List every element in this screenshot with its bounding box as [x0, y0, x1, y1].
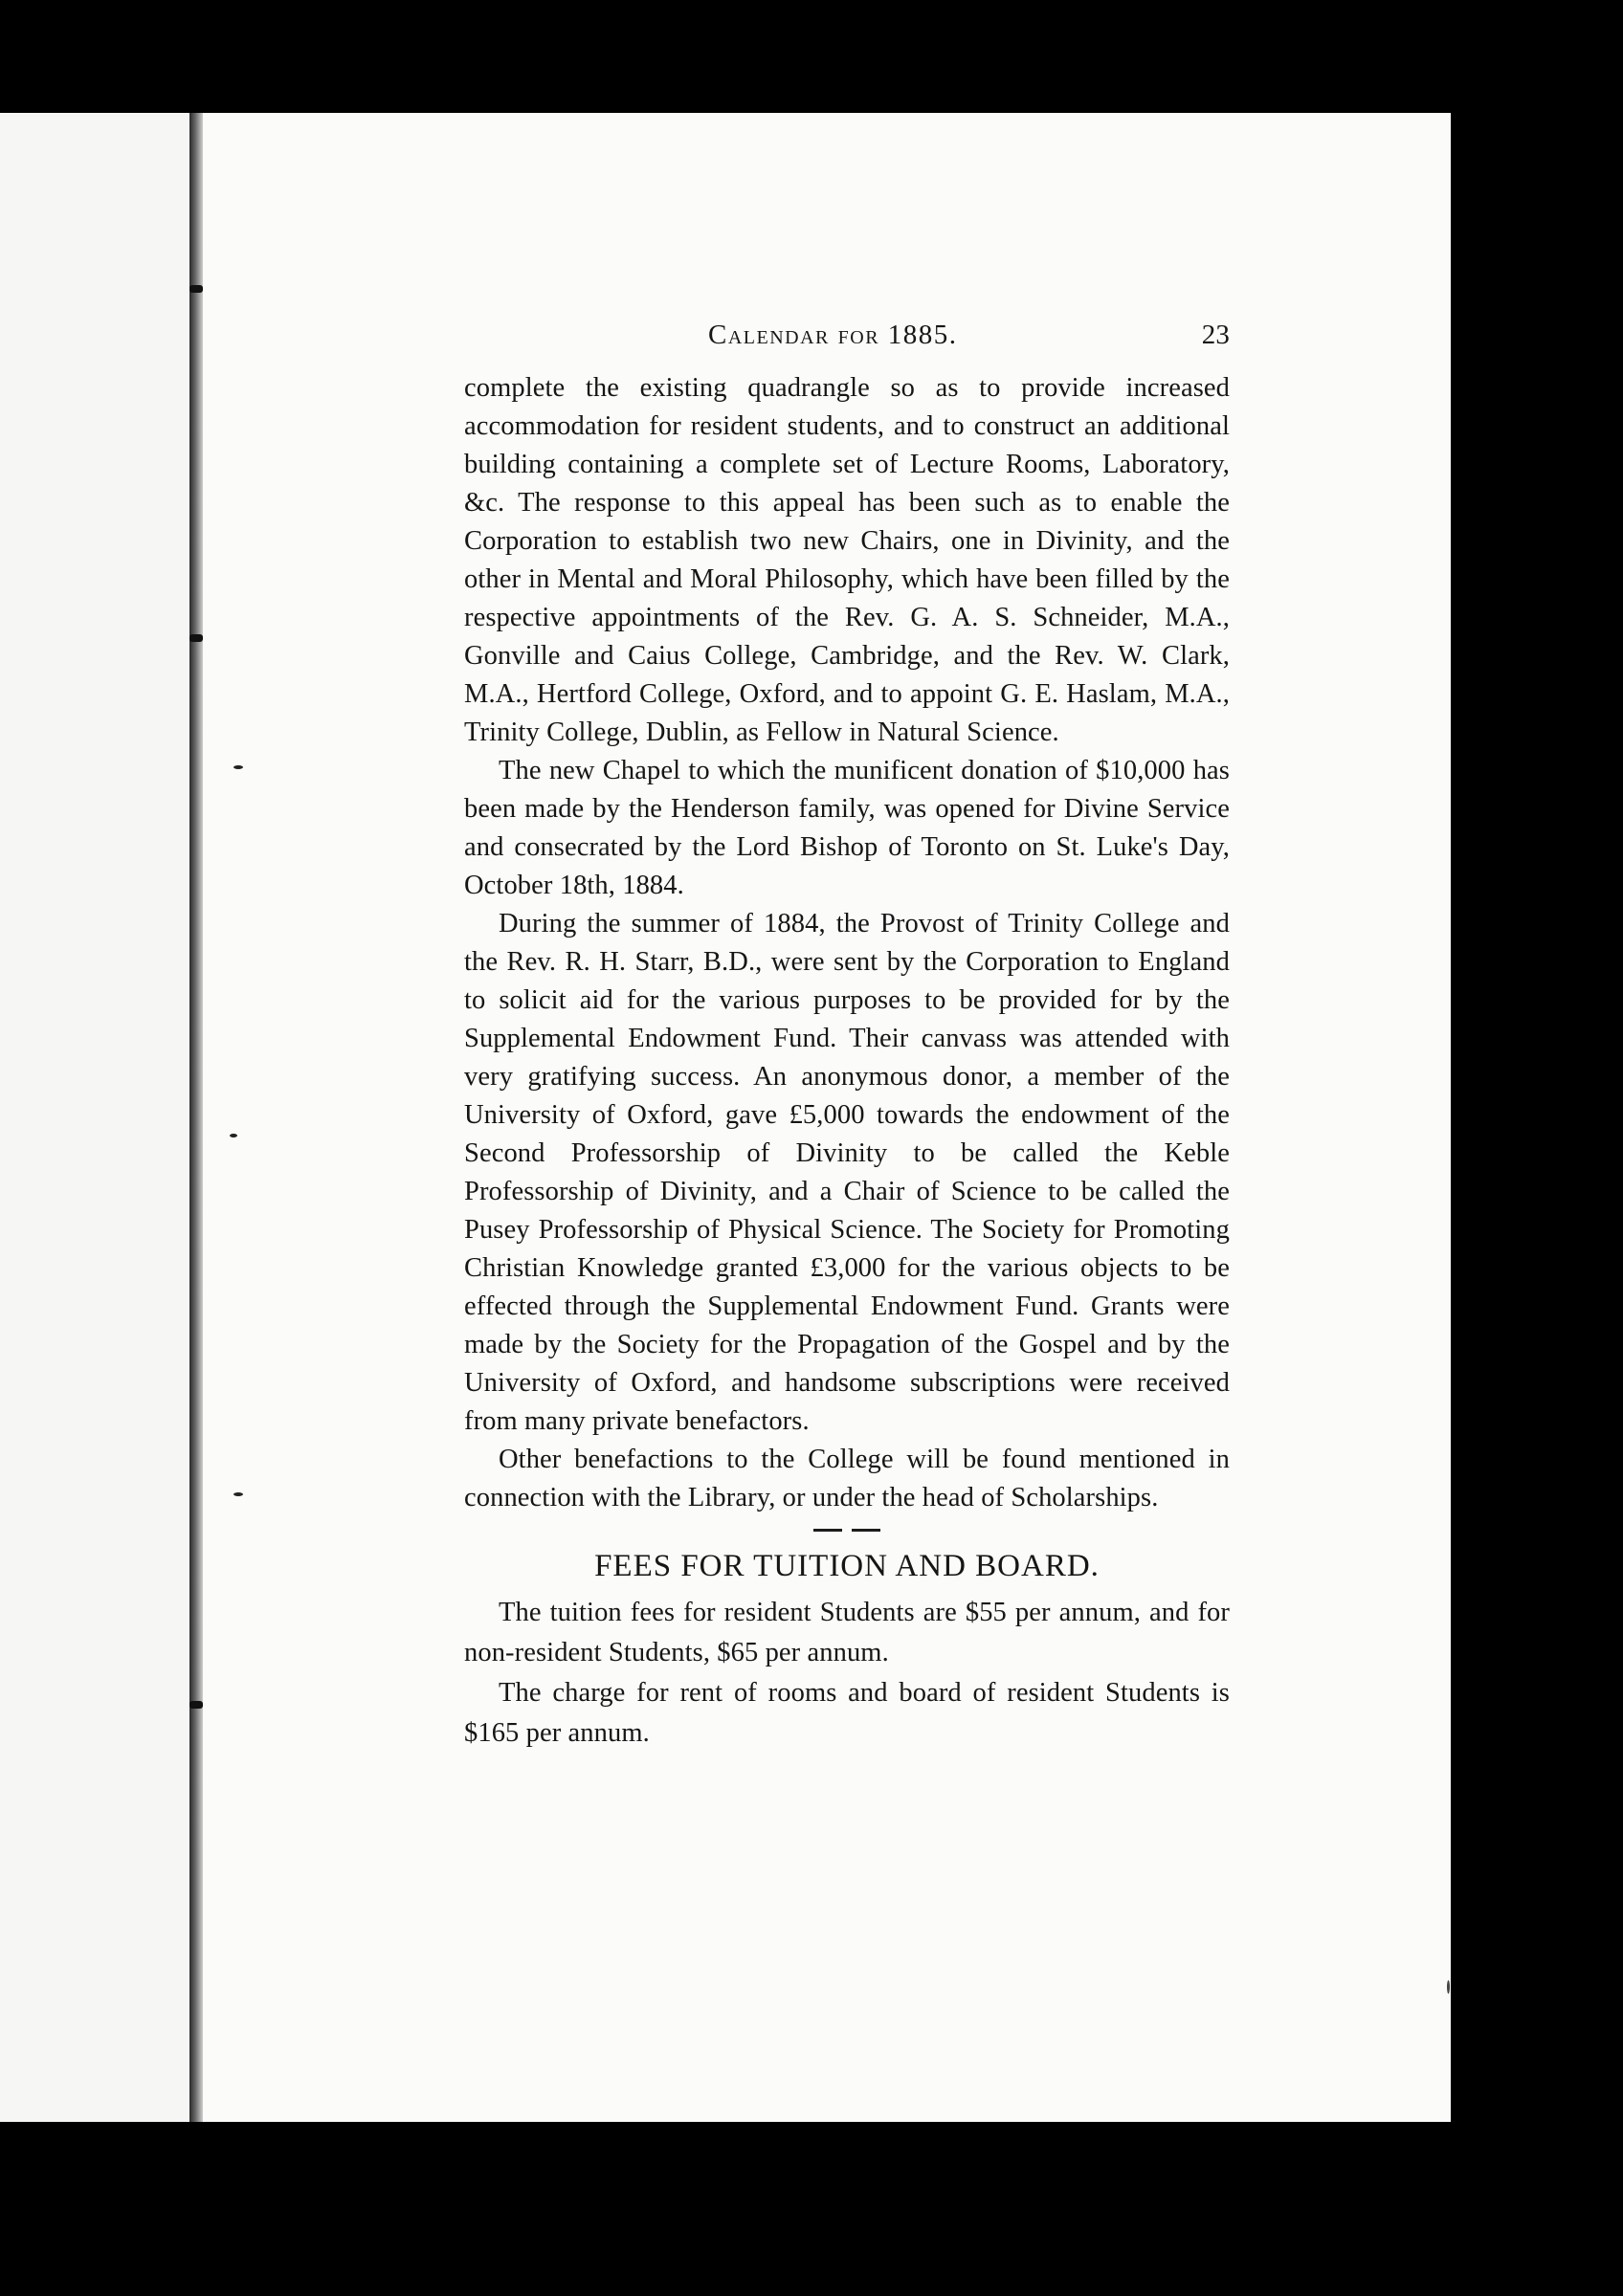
- page-number: 23: [1201, 320, 1230, 350]
- ink-speck: [233, 765, 243, 769]
- fees-paragraph: The tuition fees for resident Students are $55 per annum, and for non-resident Students, $65 per annum.: [464, 1598, 1230, 1667]
- page-mark: [1447, 1980, 1450, 1994]
- page-gutter: [189, 113, 203, 2122]
- body-paragraph: The new Chapel to which the munificent donation of $10,000 has been made by the Henderson family, was opened for Divine Service and consecrated by the Lord Bishop of Toronto on St. Luke's Day, October 18th, 1884.: [464, 756, 1230, 900]
- binding-mark: [189, 634, 203, 642]
- fees-paragraph: The charge for rent of rooms and board of resident Students is $165 per annum.: [464, 1678, 1230, 1748]
- fees-section: [464, 1545, 1230, 1754]
- binding-mark: [189, 285, 203, 293]
- running-title: Calendar for 1885.: [708, 320, 958, 350]
- running-head: [464, 316, 1230, 354]
- section-divider: [464, 1529, 1230, 1532]
- section-heading: FEES FOR TUITION AND BOARD.: [594, 1549, 1100, 1583]
- page-text: [464, 316, 1230, 1754]
- binding-mark: [189, 1701, 203, 1709]
- ink-speck: [233, 1492, 243, 1496]
- body-paragraph: During the summer of 1884, the Provost of Trinity College and the Rev. R. H. Starr, B.D., were sent by the Corporation to England to solicit aid for the various purposes to be provided for by the Supplemental Endowment Fund. Their canvass was attended with very gratifying success. An anonymous donor, a member of the University of Oxford, gave £5,000 towards the endowment of the Second Professorship of Divinity to be called the Keble Professorship of Divinity, and a Chair of Science to be called the Pusey Professorship of Physical Science. The Society for Promoting Christian Knowledge granted £3,000 for the various objects to be effected through the Supplemental Endowment Fund. Grants were made by the Society for the Propagation of the Gospel and by the University of Oxford, and handsome subscriptions were received from many private benefactors.: [464, 909, 1230, 1436]
- body-paragraph: complete the existing quadrangle so as to provide increased accommodation for resident students, and to construct an additional building containing a complete set of Lecture Rooms, Laboratory, &c. The response to this appeal has been such as to enable the Corporation to establish two new Chairs, one in Divinity, and the other in Mental and Moral Philosophy, which have been filled by the respective appointments of the Rev. G. A. S. Schneider, M.A., Gonville and Caius College, Cambridge, and the Rev. W. Clark, M.A., Hertford College, Oxford, and to appoint G. E. Haslam, M.A., Trinity College, Dublin, as Fellow in Natural Science.: [464, 373, 1230, 747]
- ink-speck: [230, 1134, 237, 1137]
- body-paragraph: Other benefactions to the College will be found mentioned in connection with the Library, or under the head of Scholarships.: [464, 1445, 1230, 1512]
- facing-page-edge: [0, 113, 189, 2122]
